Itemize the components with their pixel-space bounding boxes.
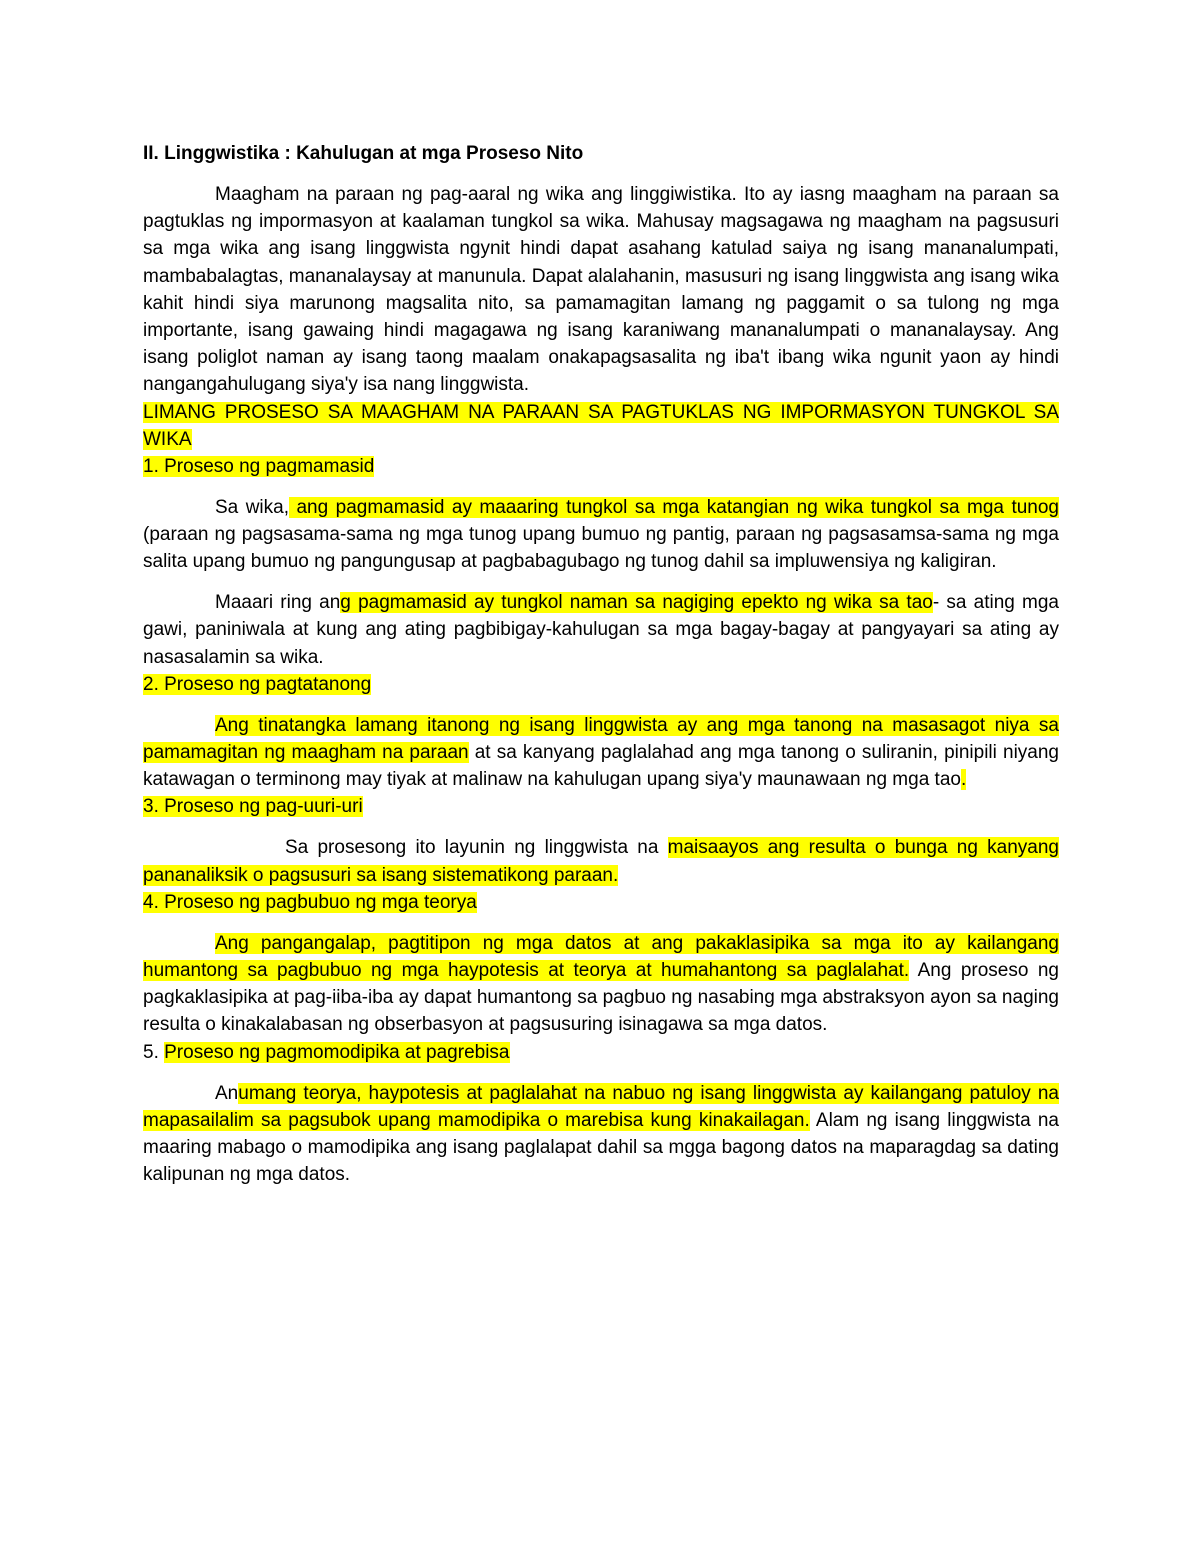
page-title: II. Linggwistika : Kahulugan at mga Proseso Nito [143,143,584,164]
section-1-p1-text-b: (paraan ng pagsasama-sama ng mga tunog upang bumuo ng pantig, paraan ng pagsasamsa-sama ng mga salita upang bumuo ng pangungusap at pagbabagubago ng tunog dahil sa impluwensiya ng kaligiran. [143,523,1059,573]
section-1-p1-text-a: Sa wika, [215,496,289,518]
section-3-p1-highlight: maisaayos ang resulta o bunga ng kanyang pananaliksik o pagsusuri sa isang sistematikong paraan. [143,837,1059,886]
section-1-p1-highlight: ang pagmamasid ay maaaring tungkol sa mga katangian ng wika tungkol sa mga tunog [289,496,1059,518]
section-1-paragraph-2 [143,589,1059,671]
section-1-heading [143,453,1059,480]
section-4-heading-text: 4. Proseso ng pagbubuo ng mga teorya [143,891,477,913]
section-5-paragraph-1 [143,1080,1059,1189]
section-4-p1-text-b: Ang proseso ng pagkaklasipika at pag-iiba-iba ay dapat humantong sa pagbuo ng nasabing mga abstraksyon ayon sa naging resulta o kinakalabasan ng obserbasyon at pagsusuring isinagawa sa mga datos. [143,960,1059,1036]
section-1-p2-text-a: Maaari ring an [215,592,341,614]
section-2-heading-text: 2. Proseso ng pagtatanong [143,673,372,695]
section-4-heading [143,889,1059,916]
section-1-p2-text-b: - sa ating mga gawi, paniniwala at kung ang ating pagbibigay-kahulugan sa mga bagay-bagay at pangyayari sa ating ay nasasalamin sa wika. [143,592,1059,668]
section-5-heading-number: 5. [143,1041,165,1063]
main-heading-text: LIMANG PROSESO SA MAAGHAM NA PARAAN SA PAGTUKLAS NG IMPORMASYON TUNGKOL SA WIKA [143,401,1059,450]
document-body [143,140,1059,1188]
main-heading [143,399,1059,453]
section-2-heading [143,671,1059,698]
section-5-p1-text-b: Alam ng isang linggwista na maaring mabago o mamodipika ang isang paglalapat dahil sa mgga bagong datos na maparagdag sa dating kalipunan ng mga datos. [143,1109,1059,1186]
section-1-heading-text: 1. Proseso ng pagmamasid [143,455,375,477]
section-3-paragraph-1 [143,834,1059,888]
section-2-paragraph-1 [143,712,1059,794]
section-5-heading [143,1039,1059,1066]
section-2-p1-end: . [960,769,967,791]
section-3-p1-text-a: Sa prosesong ito layunin ng linggwista na [285,837,668,859]
section-3-heading [143,793,1059,820]
intro-paragraph: Maagham na paraan ng pag-aaral ng wika ang linggiwistika. Ito ay iasng maagham na paraan sa pagtuklas ng impormasyon at kaalaman tungkol sa wika. Mahusay magsagawa ng maagham na pagsusuri sa mga wika ang isang linggwista ngynit hindi dapat asahang katulad saiya ng isang mananalumpati, mambabalagtas, mananalaysay at manunula. Dapat alalahanin, masusuri ng isang linggwista ang isang wika kahit hindi siya marunong magsalita nito, sa pamamagitan lamang ng paggamit o sa tulong ng mga importante, isang gawaing hindi magagawa ng isang karaniwang mananalumpati o mananalaysay. Ang isang poliglot naman ay isang taong maalam onakapagsasalita ng iba't ibang wika ngunit yaon ay hindi nangangahulugang siya'y isa nang linggwista. [143,184,1059,396]
section-1-paragraph-1 [143,494,1059,576]
section-5-heading-text: Proseso ng pagmomodipika at pagrebisa [164,1041,510,1063]
section-5-p1-text-a: An [215,1082,239,1104]
section-2-p1-highlight: Ang tinatangka lamang itanong ng isang linggwista ay ang mga tanong na masasagot niya sa pamamagitan ng maagham na paraan [143,714,1059,764]
section-4-paragraph-1 [143,930,1059,1039]
section-5-p1-highlight: umang teorya, haypotesis at paglalahat na nabuo ng isang linggwista ay kailangang patuloy na mapasailalim sa pagsubok upang mamodipika o marebisa kung kinakailagan. [143,1082,1059,1131]
section-4-p1-highlight: Ang pangangalap, pagtitipon ng mga datos at ang pakaklasipika sa mga ito ay kailangang humantong sa pagbubuo ng mga haypotesis at teorya at humahantong sa paglalahat. [143,932,1059,982]
section-3-heading-text: 3. Proseso ng pag-uuri-uri [143,796,363,818]
section-2-p1-text-b: at sa kanyang paglalahad ang mga tanong o suliranin, pinipili niyang katawagan o terminong may tiyak at malinaw na kahulugan upang siya'y maunawaan ng mga tao [143,742,1060,791]
section-1-p2-highlight: g pagmamasid ay tungkol naman sa nagiging epekto ng wika sa tao [340,592,933,614]
